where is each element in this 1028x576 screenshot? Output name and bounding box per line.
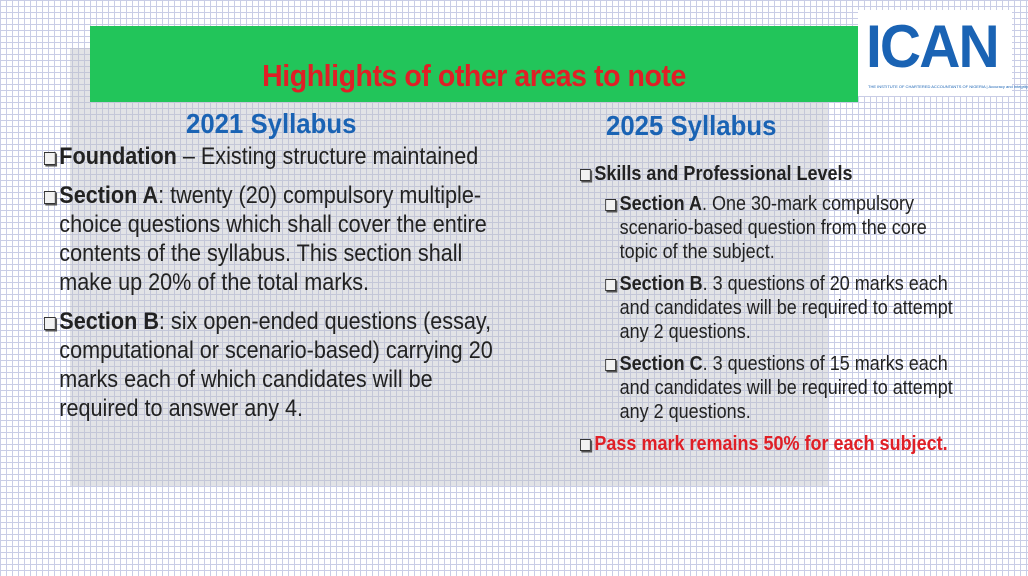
item-text: – Existing structure maintained <box>176 143 479 170</box>
checkbox-bullet-icon <box>44 317 56 330</box>
checkbox-bullet-icon <box>44 152 56 165</box>
item-text: : six open-ended questions (essay, computational or scenario-based) carrying 20 marks each of which candidates will be required to answer any 4. <box>59 308 493 422</box>
item-text: . One 30-mark compulsory scenario-based question from the core topic of the subject. <box>619 193 927 263</box>
item-label: Section C <box>619 353 703 375</box>
list-item-levels <box>580 162 958 186</box>
item-text: . 3 questions of 15 marks each and candidates will be required to attempt any 2 questions. <box>619 353 953 423</box>
checkbox-bullet-icon <box>580 169 591 181</box>
syllabus-2021-list <box>44 142 494 433</box>
list-item-pass-mark <box>580 432 958 456</box>
ican-logo <box>858 10 1028 96</box>
syllabus-2025-list <box>580 162 958 458</box>
checkbox-bullet-icon <box>605 279 616 291</box>
item-label: Foundation <box>59 143 177 170</box>
checkbox-bullet-icon <box>605 199 616 211</box>
item-text: . 3 questions of 20 marks each and candidates will be required to attempt any 2 questions. <box>619 273 953 343</box>
list-item-section-b <box>580 272 958 344</box>
list-item-section-c <box>580 352 958 424</box>
checkbox-bullet-icon <box>44 191 56 204</box>
list-item-foundation <box>44 142 494 171</box>
checkbox-bullet-icon <box>605 359 616 371</box>
item-text: : twenty (20) compulsory multiple-choice questions which shall cover the entire contents of the syllabus. This section shall make up 20% of the total marks. <box>59 182 487 296</box>
item-label: Section B <box>59 308 159 335</box>
pass-mark-text: Pass mark remains 50% for each subject. <box>594 433 948 455</box>
list-item-section-b <box>44 307 494 423</box>
checkbox-bullet-icon <box>580 439 591 451</box>
logo-tagline: THE INSTITUTE OF CHARTERED ACCOUNTANTS OF NIGERIA | Accuracy and Integrity <box>868 84 1028 89</box>
slide-title: Highlights of other areas to note <box>262 58 686 93</box>
logo-text: ICAN <box>866 13 998 80</box>
list-item-section-a <box>44 181 494 297</box>
item-label: Section A <box>619 193 702 215</box>
levels-label: Skills and Professional Levels <box>594 163 853 185</box>
item-label: Section B <box>619 273 703 295</box>
heading-2021: 2021 Syllabus <box>186 108 357 139</box>
heading-2025: 2025 Syllabus <box>606 110 777 141</box>
list-item-section-a <box>580 192 958 264</box>
item-label: Section A <box>59 182 159 209</box>
